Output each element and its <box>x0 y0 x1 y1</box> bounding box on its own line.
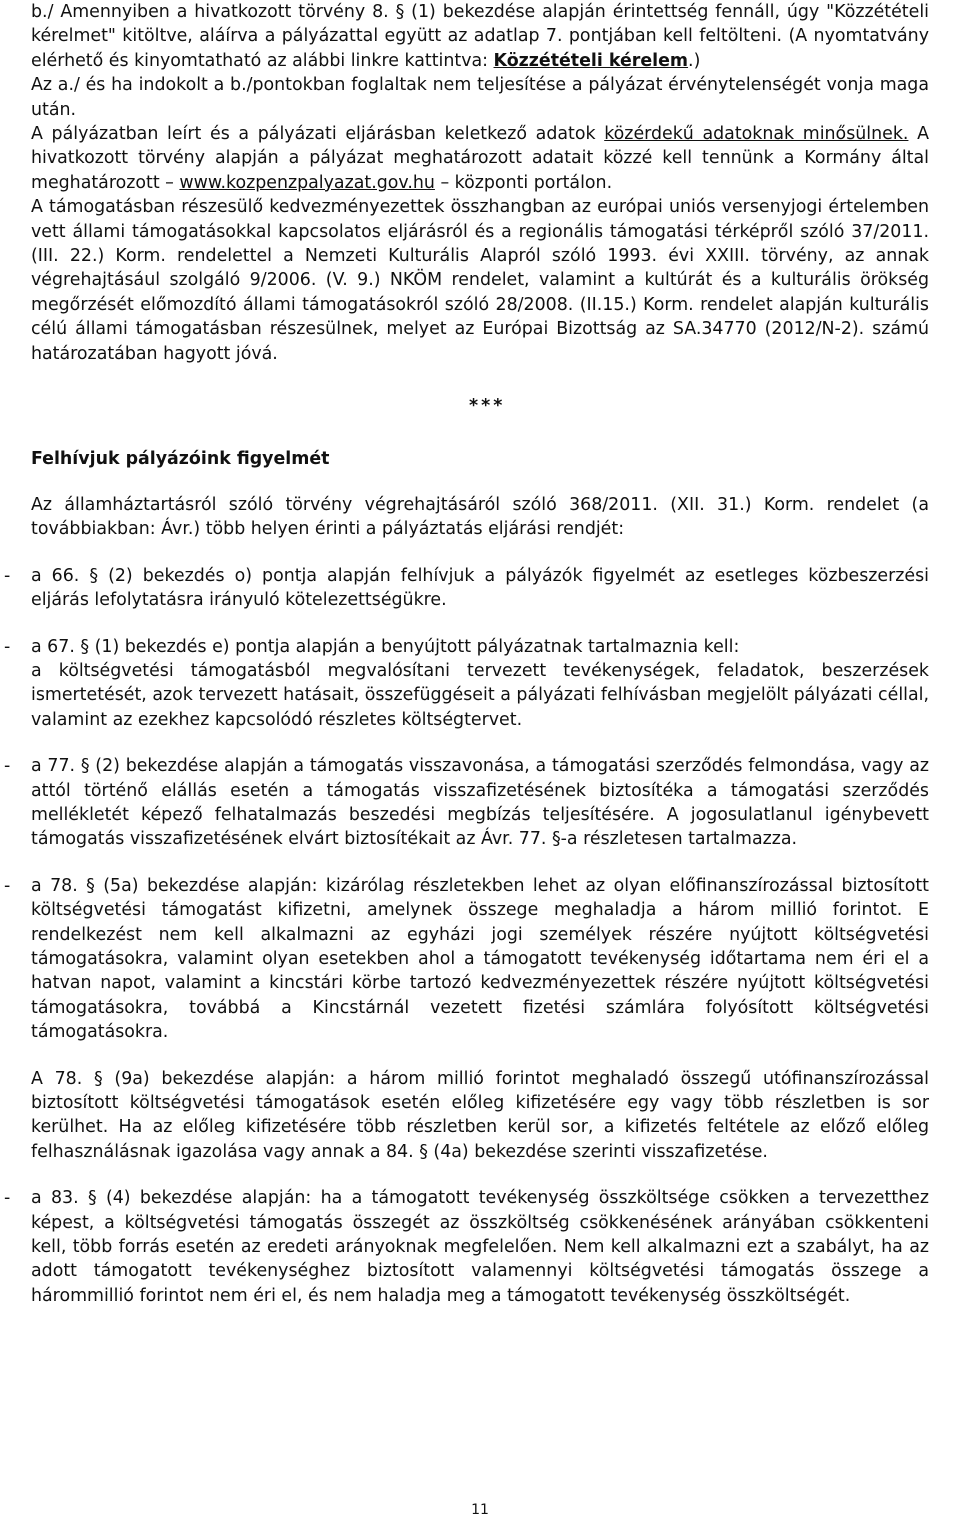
list-dash: - <box>4 756 11 777</box>
list-dash: - <box>4 636 11 657</box>
kozzeteteli-kerelem-link[interactable]: Közzétételi kérelem <box>493 50 689 71</box>
list-item: - a 66. § (2) bekezdés o) pontja alapján felhívjuk a pályázók figyelmét az esetleges közbeszerzési eljárás lefolytatásra irányuló kötelezettségükre. <box>4 565 929 611</box>
paragraph-allami-tamogatas: A támogatásban részesülő kedvezményezettek összhangban az európai uniós versenyjogi értelemben vett állami támogatásokkal kapcsolatos eljárásról és a regionális támogatási térképről szóló 37/2011. (III. 22.) Korm. rendelettel a Nemzeti Kulturális Alapról szóló 1993. évi XXIII. törvény, az annak végrehajtásául szolgáló 9/2006. (V. 9.) NKÖM rendelet, valamint a kultúrát és a kulturális örökség megőrzését előmozdító állami támogatásokról szóló 28/2008. (II.15.) Korm. rendelet alapján kulturális célú állami támogatásban részesülnek, melyet az Európai Bizottság az SA.34770 (2012/N-2). számú határozatában hagyott jóvá. <box>31 197 929 364</box>
paragraph-ervenytelenseg: Az a./ és ha indokolt a b./pontokban foglaltak nem teljesítése a pályázat érvénytelenségét vonja maga után. <box>31 75 929 120</box>
kozerdeku-adatok-link[interactable]: közérdekű adatoknak minősülnek. <box>604 124 909 145</box>
list-dash: - <box>4 565 11 586</box>
paragraph-kozerdeku-adatok: A pályázatban leírt és a pályázati eljárásban keletkező adatok közérdekű adatoknak minősülnek. A hivatkozott törvény alapján a pályázat meghatározott adatait közzé kell tennünk a Kormány által meghatározott – www.kozpenzpalyazat.gov.hu – központi portálon. <box>31 124 929 193</box>
list-item: - a 83. § (4) bekezdése alapján: ha a támogatott tevékenység összköltsége csökken a tervezetthez képest, a költségvetési támogatás összegét az összköltség csökkenésének arányában csökkenteni kell, több forrás esetén az eredeti arányoknak megfelelően. Nem kell alkalmazni ezt a szabályt, ha az adott támogatott tevékenységhez biztosított valamennyi költségvetési támogatás összege a hárommillió forintot nem éri el, és nem haladja meg a támogatott tevékenység összköltségét. <box>4 1188 929 1306</box>
paragraph-avr-intro: Az államháztartásról szóló törvény végrehajtásáról szóló 368/2011. (XII. 31.) Korm. rendelet (a továbbiakban: Ávr.) több helyen érinti a pályáztatás eljárási rendjét: <box>31 494 929 540</box>
page-number: 11 <box>471 1502 489 1518</box>
list-item: - a 67. § (1) bekezdés e) pontja alapján a benyújtott pályázatnak tartalmaznia kell: a költségvetési támogatásból megvalósítani tervezett tevékenységek, feladatok, beszerzések ismertetését, azok tervezett hatásait, összefüggéseit a pályázati felhívásban megjelölt pályázati céllal, valamint az ezekhez kapcsolódó részletes költségtervet. <box>4 636 929 730</box>
paragraph-78-9a: A 78. § (9a) bekezdése alapján: a három millió forintot meghaladó összegű utófinanszírozással biztosított költségvetési támogatások esetén előleg kifizetésére egy vagy több részletben is sor kerülhet. Ha az előleg kifizetésére több részletben kerül sor, a kifizetés feltétele az előző előleg felhasználásnak igazolása vagy annak a 84. § (4a) bekezdése szerinti visszafizetése. <box>31 1068 929 1162</box>
paragraph-kozzeteteli: b./ Amennyiben a hivatkozott törvény 8. § (1) bekezdése alapján érintettség fennáll, úgy "Közzétételi kérelmet" kitöltve, aláírva a pályázattal együtt az adatlap 7. pontjában kell feltölteni. (A nyomtatvány elérhető és kinyomtatható az alábbi linkre kattintva: Közzétételi kérelem.) <box>31 2 929 71</box>
section-separator: *** <box>469 396 506 417</box>
list-dash: - <box>4 1188 11 1209</box>
list-item: - a 78. § (5a) bekezdése alapján: kizárólag részletekben lehet az olyan előfinanszírozással biztosított költségvetési támogatást kifizetni, amelynek összege meghaladja a három millió forintot. E rendelkezést nem kell alkalmazni az egyházi jogi személyek részére nyújtott költségvetési támogatásokra, valamint olyan esetekben ahol a támogatott tevékenység időtartama nem éri el a hatvan napot, valamint a kincstári körbe tartozó kedvezményezettek részére nyújtott költségvetési támogatásokra, továbbá a Kincstárnál vezetett fizetési számlára folyósított költségvetési támogatásokra. <box>4 875 929 1043</box>
list-dash: - <box>4 875 11 896</box>
kozpenzpalyazat-link[interactable]: www.kozpenzpalyazat.gov.hu <box>179 172 435 193</box>
section-heading: Felhívjuk pályázóink figyelmét <box>31 448 330 469</box>
document-page <box>4 0 929 1308</box>
list-item: - a 77. § (2) bekezdése alapján a támogatás visszavonása, a támogatási szerződés felmondása, vagy az attól történő elállás esetén a támogatás visszafizetésének biztosítéka a támogatási szerződés mellékletét képező felhatalmazás beszedési megbízás teljesítésére. A jogosulatlanul igénybevett támogatás visszafizetésének elvárt biztosítékait az Ávr. 77. §-a részletesen tartalmazza. <box>4 756 929 850</box>
